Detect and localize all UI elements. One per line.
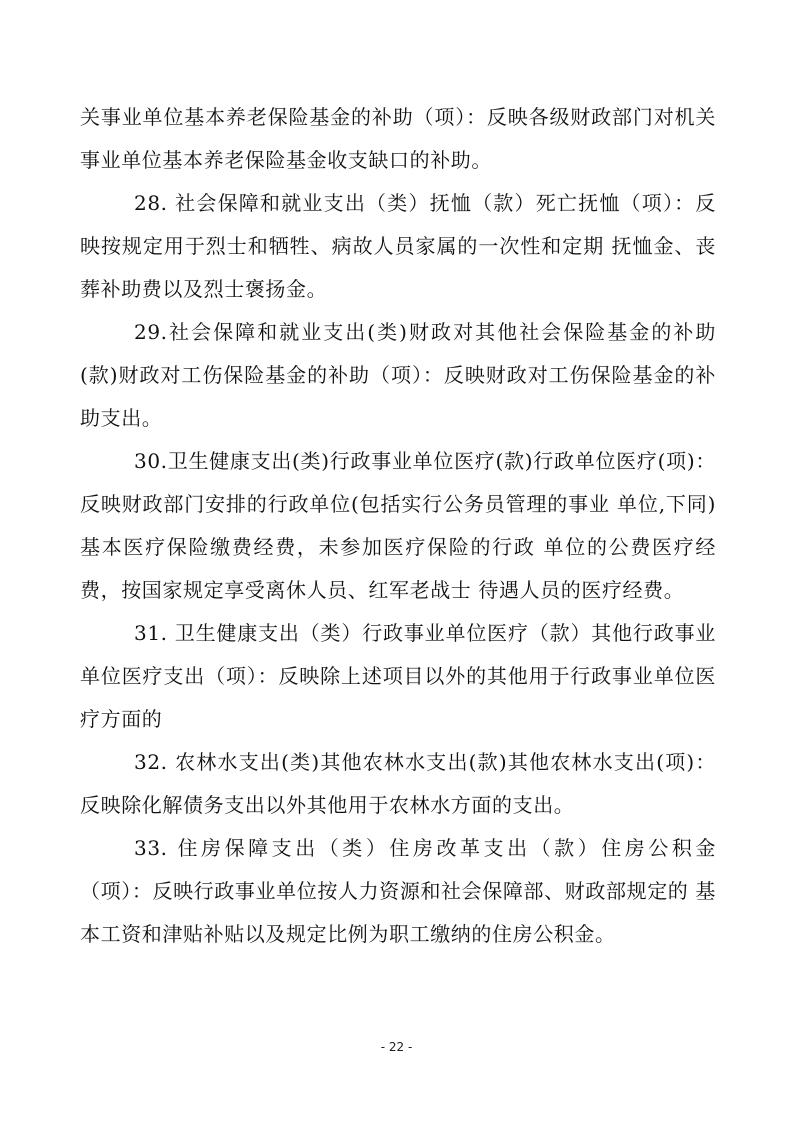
paragraph-continuation: 关事业单位基本养老保险基金的补助（项）：反映各级财政部门对机关事业单位基本养老保险基金收支缺口的补助。 (80, 105, 716, 172)
paragraph-item-30: 30.卫生健康支出(类)行政事业单位医疗(款)行政单位医疗(项)：反映财政部门安排的行政单位(包括实行公务员管理的事业 单位,下同)基本医疗保险缴费经费，未参加医疗保险的行政 单位的公费医疗经费，按国家规定享受离休人员、红军老战士 待遇人员的医疗经费。 (80, 449, 716, 602)
paragraph-item-29: 29.社会保障和就业支出(类)财政对其他社会保险基金的补助(款)财政对工伤保险基金的补助（项）：反映财政对工伤保险基金的补助支出。 (80, 320, 716, 430)
paragraph-item-32: 32. 农林水支出(类)其他农林水支出(款)其他农林水支出(项)：反映除化解债务支出以外其他用于农林水方面的支出。 (80, 750, 716, 817)
paragraph-item-31: 31. 卫生健康支出（类）行政事业单位医疗（款）其他行政事业单位医疗支出（项）：反映除上述项目以外的其他用于行政事业单位医疗方面的 (80, 621, 716, 731)
paragraph-item-33: 33. 住房保障支出（类）住房改革支出（款）住房公积金（项）：反映行政事业单位按人力资源和社会保障部、财政部规定的 基本工资和津贴补贴以及规定比例为职工缴纳的住房公积金。 (80, 836, 716, 946)
page-number: - 22 - (380, 1040, 413, 1054)
paragraph-item-28: 28. 社会保障和就业支出（类）抚恤（款）死亡抚恤（项）：反映按规定用于烈士和牺牲、病故人员家属的一次性和定期 抚恤金、丧葬补助费以及烈士褒扬金。 (80, 191, 716, 301)
